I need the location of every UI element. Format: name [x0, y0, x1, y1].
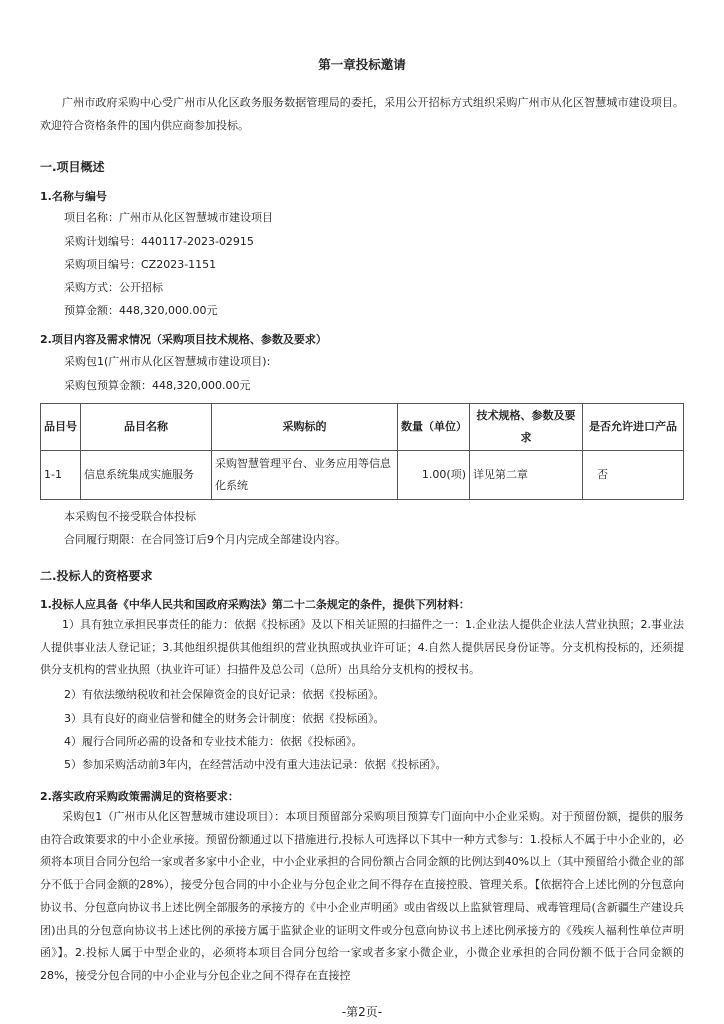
- page-title: 第一章投标邀请: [318, 57, 406, 72]
- table-header-row: [41, 404, 684, 451]
- qualification-item-2: 2）有依法缴纳税收和社会保障资金的良好记录：依据《投标函》。: [64, 688, 385, 701]
- table-cell: 信息系统集成实施服务: [81, 451, 212, 500]
- project-name: 项目名称：广州市从化区智慧城市建设项目: [64, 211, 273, 224]
- joint-bid-note: 本采购包不接受联合体投标: [64, 510, 196, 523]
- table-header-cell: 数量（单位）: [398, 404, 470, 451]
- page-number: -第2页-: [341, 1005, 383, 1019]
- package-budget: 采购包预算金额：448,320,000.00元: [64, 379, 251, 392]
- section2-heading: 二.投标人的资格要求: [40, 569, 153, 583]
- policy-paragraph: 采购包1（广州市从化区智慧城市建设项目）：本项目预留部分采购项目预算专门面向中小企业采购。对于预留份额，提供的服务由符合政策要求的中小企业承接。预留份额通过以下措施进行,投标人可选择以下其中一种方式参与：1.投标人不属于中小企业的，必须将本项目合同分包给一家或者多家中小企业，中小企业承担的合同份额占合同金额的比例达到40%以上（其中预留给小微企业的部分不低于合同金额的28%），接受分包合同的中小企业与分包企业之间不得存在直接控股、管理关系。【依据符合上述比例的分包意向协议书、分包意向协议书上述比例全部服务的承接方的《中小企业声明函》或由省级以上监狱管理局、戒毒管理局(含新疆生产建设兵团)出具的分包意向协议书上述比例的承接方属于监狱企业的证明文件或分包意向协议书上述比例承接方的《残疾人福利性单位声明函》】。2.投标人属于中型企业的，必须将本项目合同分包给一家或者多家小微企业，小微企业承担的合同份额不低于合同金额的28%，接受分包合同的中小企业与分包企业之间不得存在直接控: [40, 810, 684, 982]
- procurement-method: 采购方式：公开招标: [64, 281, 163, 294]
- section2-sub1-heading: 1.投标人应具备《中华人民共和国政府采购法》第二十二条规定的条件，提供下列材料：: [40, 598, 470, 611]
- qualification-item-4: 4）履行合同所必需的设备和专业技术能力：依据《投标函》。: [64, 735, 363, 748]
- table-header-cell: 是否允许进口产品: [583, 404, 684, 451]
- table-cell: 1-1: [41, 451, 81, 500]
- section2-sub2-heading: 2.落实政府采购政策需满足的资格要求：: [40, 790, 239, 803]
- table-cell: 否: [583, 451, 684, 500]
- package-line: 采购包1(广州市从化区智慧城市建设项目):: [64, 355, 271, 368]
- section1-sub2-heading: 2.项目内容及需求情况（采购项目技术规格、参数及要求）: [40, 333, 327, 346]
- intro-paragraph: 广州市政府采购中心受广州市从化区政务服务数据管理局的委托，采用公开招标方式组织采购广州市从化区智慧城市建设项目。欢迎符合资格条件的国内供应商参加投标。: [40, 96, 684, 132]
- table-cell: 采购智慧管理平台、业务应用等信息化系统: [212, 451, 398, 500]
- budget-amount: 预算金额：448,320,000.00元: [64, 304, 218, 317]
- table-header-cell: 品目名称: [81, 404, 212, 451]
- qualification-item-1: 1）具有独立承担民事责任的能力：依据《投标函》及以下相关证照的扫描件之一：1.企业法人提供企业法人营业执照；2.事业法人提供事业法人登记证；3.其他组织提供其他组织的营业执照或执业许可证；4.自然人提供居民身份证等。分支机构投标的，还须提供分支机构的营业执照（执业许可证）扫描件及总公司（总所）出具给分支机构的授权书。: [40, 618, 684, 677]
- table-cell: 详见第二章: [470, 451, 583, 500]
- table-header-cell: 技术规格、参数及要求: [470, 404, 583, 451]
- items-table: [40, 403, 684, 500]
- qualification-item-3: 3）具有良好的商业信誉和健全的财务会计制度：依据《投标函》。: [64, 712, 385, 725]
- table-header-cell: 品目号: [41, 404, 81, 451]
- table-row: [41, 451, 684, 500]
- qualification-item-5: 5）参加采购活动前3年内，在经营活动中没有重大违法记录：依据《投标函》。: [64, 758, 447, 771]
- table-header-cell: 采购标的: [212, 404, 398, 451]
- project-number: 采购项目编号：CZ2023-1151: [64, 258, 217, 271]
- table-cell: 1.00(项): [398, 451, 470, 500]
- plan-number: 采购计划编号：440117-2023-02915: [64, 235, 254, 248]
- contract-period-note: 合同履行期限：在合同签订后9个月内完成全部建设内容。: [64, 533, 346, 546]
- section1-heading: 一.项目概述: [40, 160, 105, 174]
- section1-sub1-heading: 1.名称与编号: [40, 190, 107, 203]
